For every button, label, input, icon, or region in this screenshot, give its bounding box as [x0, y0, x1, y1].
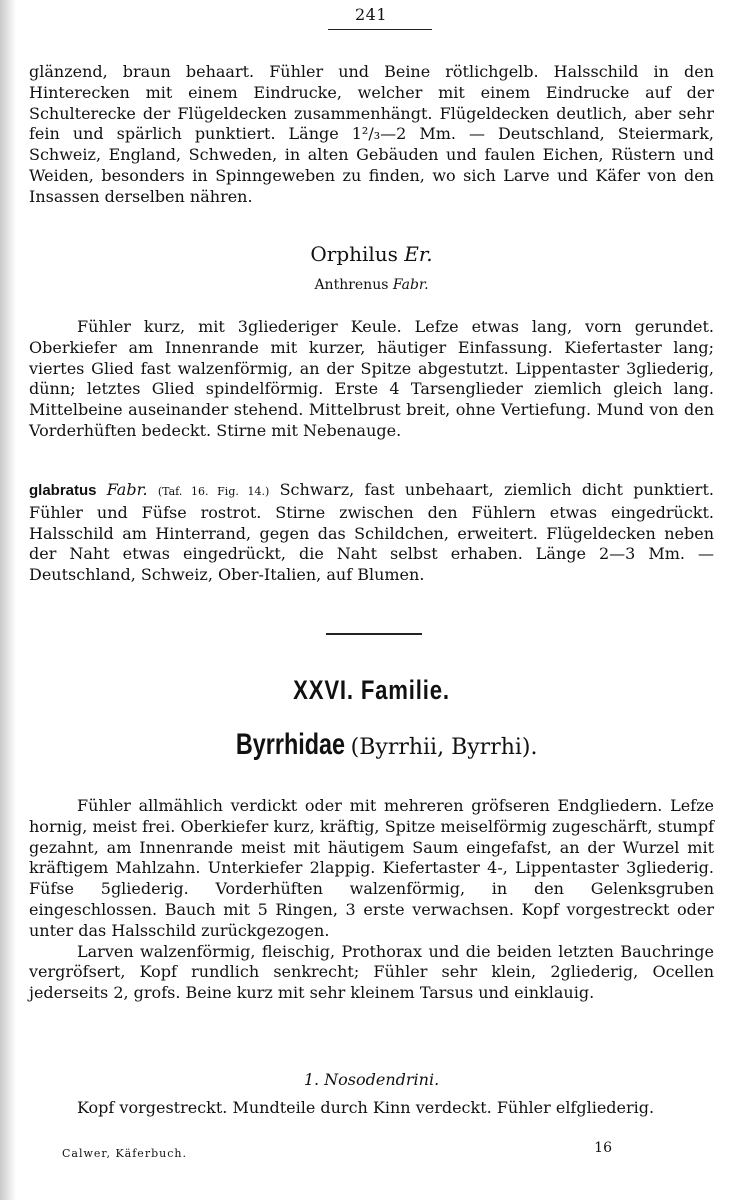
page-edge-shadow [0, 0, 16, 1200]
genus-name: Orphilus [310, 242, 398, 266]
family-description: Fühler allmählich verdickt oder mit mehreren gröfseren Endgliedern. Lefze hornig, meist frei. Oberkiefer kurz, kräftig, Spitze meiselförmig zugeschärft, stumpf gezahnt, am Innenrande meist mit häutigem Saum eingefafst, an der Wurzel mit kräftigem Mahlzahn. Unterkiefer 2lappig. Kiefertaster 4-, Lippentaster 3gliederig. Füfse 5gliederig. Vorderhüften walzenförmig, in den Gelenksgruben eingeschlossen. Bauch mit 5 Ringen, 3 erste verwachsen. Kopf vorgestreckt oder unter das Halsschild zurückgezogen. [29, 796, 714, 940]
genus-description-section [29, 317, 714, 442]
species-paragraph [29, 480, 714, 586]
genus-author: Er. [404, 242, 433, 266]
tribe-heading [29, 1070, 714, 1089]
tribe-description: Kopf vorgestreckt. Mundteile durch Kinn verdeckt. Fühler elfgliederig. [77, 1098, 655, 1117]
page-number-rule [328, 29, 432, 30]
species-plate-ref: (Taf. 16. Fig. 14.) [157, 485, 270, 498]
genus-synonym-author: Fabr. [392, 277, 429, 293]
family-name-heading [29, 728, 714, 762]
tribe-section [29, 1098, 714, 1119]
species-section [29, 480, 714, 586]
genus-synonym [29, 276, 714, 294]
family-number: XXVI. Familie. [293, 675, 450, 705]
family-alt-names: (Byrrhii, Byrrhi). [350, 735, 538, 760]
genus-heading [29, 242, 714, 294]
family-heading [29, 675, 714, 706]
tribe-label: 1. Nosodendrini. [303, 1070, 440, 1089]
genus-description: Fühler kurz, mit 3gliederiger Keule. Lefze etwas lang, vorn gerundet. Oberkiefer am Innenrande mit kurzer, häutiger Einfassung. Kiefertaster lang; viertes Glied fast walzenförmig, an der Spitze abgestutzt. Lippentaster 3gliederig, dünn; letztes Glied spindelförmig. Erste 4 Tarsenglieder ziemlich gleich lang. Mittelbeine auseinander stehend. Mittelbrust breit, ohne Vertiefung. Mund von den Vorderhüften bedeckt. Stirne mit Nebenauge. [29, 317, 714, 440]
publisher-line: Calwer, Käferbuch. [62, 1147, 187, 1160]
page-number: 241 [354, 5, 388, 24]
genus-title [29, 242, 714, 266]
section-divider [326, 633, 422, 635]
family-description-section [29, 796, 714, 1004]
intro-section [29, 62, 714, 208]
larvae-description: Larven walzenförmig, fleischig, Prothorax und die beiden letzten Bauchringe vergröfsert, Kopf rundlich senkrecht; Fühler sehr klein, 2gliederig, Ocellen jederseits 2, grofs. Beine kurz mit sehr kleinem Tarsus und einklauig. [29, 941, 714, 1003]
page-footer [62, 1140, 612, 1160]
signature-mark: 16 [594, 1140, 612, 1156]
species-name: glabratus [29, 482, 97, 499]
genus-synonym-name: Anthrenus [314, 277, 389, 293]
intro-paragraph: glänzend, braun behaart. Fühler und Beine rötlichgelb. Halsschild in den Hinterecken mit einem Eindrucke, welcher mit einem Eindrucke auf der Schulterecke der Flügeldecken zusammenhängt. Flügeldecken deutlich, aber sehr fein und spärlich punktiert. Länge 1²/₃—2 Mm. — Deutschland, Steiermark, Schweiz, England, Schweden, in alten Gebäuden und faulen Eichen, Rüstern und Weiden, besonders in Spinngeweben zu finden, wo sich Larve und Käfer von den Insassen derselben nähren. [29, 62, 714, 206]
species-author: Fabr. [106, 480, 148, 499]
family-name: Byrrhidae [236, 728, 346, 761]
species-description: Schwarz, fast unbehaart, ziemlich dicht punktiert. Fühler und Füfse rostrot. Stirne zwischen den Fühlern etwas eingedrückt. Halsschild am Hinterrand, gegen das Schildchen, erweitert. Flügeldecken neben der Naht etwas eingedrückt, die Naht selbst erhaben. Länge 2—3 Mm. — Deutschland, Schweiz, Ober-Italien, auf Blumen. [29, 480, 714, 585]
